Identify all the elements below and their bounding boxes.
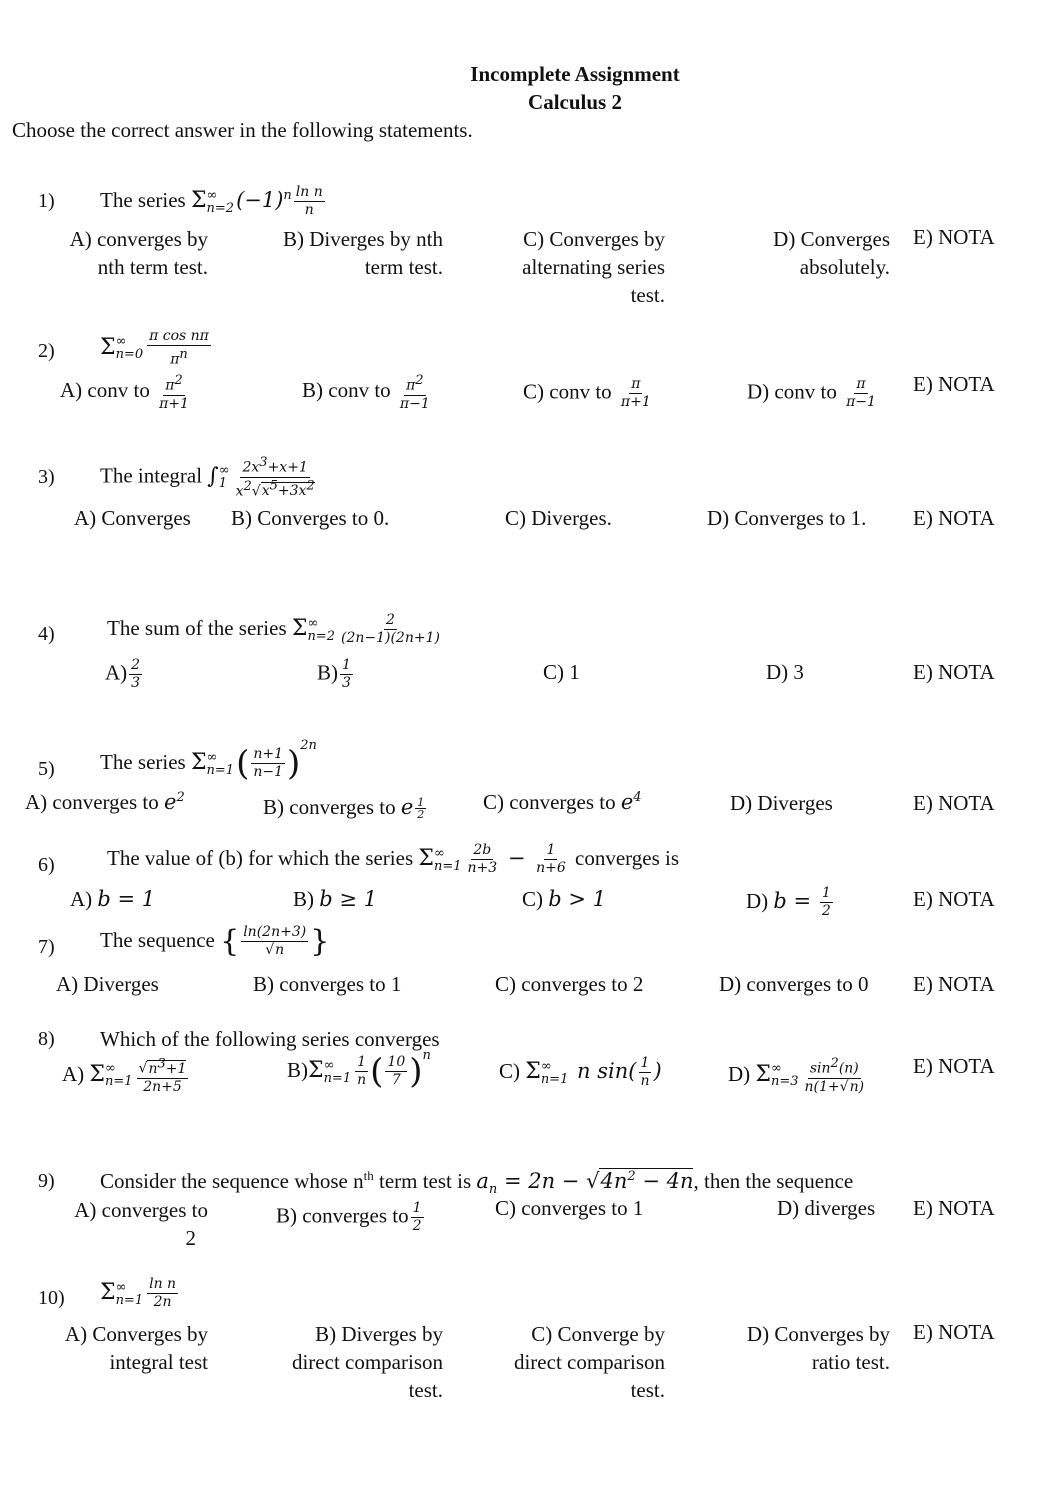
option-d[interactable]: D) 3 — [766, 660, 804, 684]
option-e[interactable]: E) NOTA — [913, 372, 995, 396]
option-e[interactable]: E) NOTA — [913, 1320, 995, 1344]
series-expression: Σ ∞ n=0 $\frac{\text{π cos nπ}}{\pi^n}$ — [100, 328, 209, 368]
option-e[interactable]: E) NOTA — [913, 972, 995, 996]
option-b[interactable]: B) Diverges by nth term test. — [282, 227, 443, 279]
option-c[interactable]: C) Converge by direct comparison test. — [513, 1322, 665, 1402]
sequence-expression: $a_n = 2n - √4n^2 - 4n$ — [476, 1169, 694, 1198]
option-b[interactable]: B) $\frac{1}{3}$ — [317, 657, 351, 691]
page-title: Incomplete Assignment — [470, 62, 680, 86]
option-b[interactable]: B) conv to $\frac{\pi^2}{\pi-1}$ — [302, 373, 430, 412]
option-c[interactable]: C) Converges by alternating series test. — [522, 227, 665, 307]
option-c[interactable]: C) b > 1 — [522, 887, 606, 911]
question-3-stem — [100, 454, 319, 500]
option-e[interactable]: E) NOTA — [913, 506, 995, 530]
option-d[interactable]: D) converges to 0 — [719, 972, 869, 996]
stem-text: The series — [100, 188, 186, 212]
question-number: 8) — [38, 1028, 55, 1050]
option-a[interactable]: A) Converges — [74, 506, 191, 530]
stem-text: The value of (b) for which the series — [107, 846, 414, 870]
series-expression: Σ ∞ n=1 $\frac{2b}{n+3}$ − $\frac{1}{n+6}$ — [418, 842, 566, 876]
option-c[interactable]: C) converges to $e^4$ — [483, 790, 642, 814]
question-4-stem — [107, 612, 444, 647]
question-number: 2) — [38, 340, 55, 362]
question-7-stem — [100, 924, 329, 959]
question-number: 1) — [38, 190, 55, 212]
question-8-stem: Which of the following series converges — [100, 1027, 440, 1051]
option-a[interactable]: A) $\frac{2}{3}$ — [105, 657, 141, 691]
question-6-stem — [107, 842, 679, 877]
option-c[interactable]: C) Diverges. — [505, 506, 612, 530]
series-expression: Σ ∞ n=2 $\frac{2}{(2n-1)(2n+1)}$ — [291, 612, 440, 646]
option-c[interactable]: C) converges to 2 — [495, 972, 644, 996]
option-a[interactable]: A) Converges by integral test — [64, 1322, 208, 1374]
integral-expression: ∫ ∞ 1 $\frac{2x^3+x+1}{x^2√x^5+3x^2}$ — [207, 455, 315, 500]
option-d[interactable]: D) Converges absolutely. — [773, 227, 890, 279]
option-b[interactable]: B) converges to e $\frac{1}{2}$ — [263, 795, 425, 821]
option-b[interactable]: B) b ≥ 1 — [293, 887, 377, 911]
series-expression: Σ ∞ n=1 $\frac{\text{ln n}}{2n}$ — [100, 1276, 177, 1310]
question-5-stem — [100, 738, 317, 784]
question-number: 10) — [38, 1287, 65, 1309]
option-a[interactable]: A) conv to $\frac{\pi^2}{\pi+1}$ — [60, 373, 189, 412]
option-d[interactable]: D) diverges — [777, 1196, 876, 1220]
option-a[interactable]: A) converges to $e^2$ — [25, 790, 185, 814]
option-a[interactable]: A) b = 1 — [70, 887, 156, 911]
question-number: 9) — [38, 1170, 55, 1192]
option-c[interactable]: C) Σ ∞ n=1 n sin( $\frac{1}{n}$ ) — [499, 1055, 662, 1089]
question-number: 5) — [38, 758, 55, 780]
instructions: Choose the correct answer in the following statements. — [12, 118, 473, 142]
option-d[interactable]: D) Diverges — [730, 791, 833, 815]
stem-end: converges is — [575, 846, 680, 870]
question-number: 6) — [38, 854, 55, 876]
option-e[interactable]: E) NOTA — [913, 887, 995, 911]
option-a[interactable]: A) Diverges — [56, 972, 159, 996]
option-a[interactable]: A) Σ ∞ n=1 $\frac{√n^3+1}{2n+5}$ — [62, 1056, 187, 1095]
question-9-stem: Consider the sequence whose $n^{th}$ term test is $a_n = 2n - √4n^2 - 4n$, then the sequence — [100, 1168, 854, 1198]
option-b[interactable]: B) converges to $\frac{1}{2}$ — [276, 1200, 422, 1234]
option-b[interactable]: B) converges to 1 — [253, 972, 402, 996]
option-e[interactable]: E) NOTA — [913, 791, 995, 815]
option-e[interactable]: E) NOTA — [913, 225, 995, 249]
option-b[interactable]: B) Converges to 0. — [231, 506, 390, 530]
question-number: 4) — [38, 623, 55, 645]
option-b[interactable]: B) Diverges by direct comparison test. — [291, 1322, 443, 1402]
option-d[interactable]: D) b = $\frac{1}{2}$ — [746, 885, 831, 919]
stem-text: The sum of the series — [107, 616, 287, 640]
option-d[interactable]: D) Converges to 1. — [707, 506, 867, 530]
stem-text: The sequence — [100, 928, 215, 952]
question-number: 3) — [38, 466, 55, 488]
option-e[interactable]: E) NOTA — [913, 660, 995, 684]
question-1-stem — [100, 184, 327, 219]
page-subtitle: Calculus 2 — [528, 90, 622, 114]
series-expression: Σ ∞ n=2 $(-1)^n$ $\frac{\text{ln n}}{n}$ — [190, 184, 323, 218]
stem-text: The integral — [100, 463, 203, 488]
option-a[interactable]: A) converges by nth term test. — [69, 227, 208, 279]
option-a[interactable]: A) converges to 2 — [74, 1198, 208, 1250]
option-d[interactable]: D) Converges by ratio test. — [746, 1322, 890, 1374]
sequence-expression: { $\frac{\ln(2n+3)}{√n}$ } — [220, 924, 330, 959]
option-c[interactable]: C) conv to $\frac{\pi}{\pi+1}$ — [523, 376, 651, 410]
series-expression: Σ ∞ n=1 ( $\frac{n+1}{n-1}$ )$^{2n}$ — [190, 738, 317, 784]
option-c[interactable]: C) 1 — [543, 660, 580, 684]
option-d[interactable]: D) conv to $\frac{\pi}{\pi-1}$ — [747, 376, 876, 410]
option-e[interactable]: E) NOTA — [913, 1196, 995, 1220]
stem-text: The series — [100, 750, 186, 774]
option-b[interactable]: B)Σ ∞ n=1 $\frac{1}{n}$ ( $\frac{10}{7}$ )$^n$ — [287, 1048, 431, 1092]
option-e[interactable]: E) NOTA — [913, 1054, 995, 1078]
option-c[interactable]: C) converges to 1 — [495, 1196, 644, 1220]
option-d[interactable]: D) Σ ∞ n=3 $\frac{\sin^2(n)}{n(1+√n)}$ — [728, 1056, 865, 1095]
question-number: 7) — [38, 936, 55, 958]
